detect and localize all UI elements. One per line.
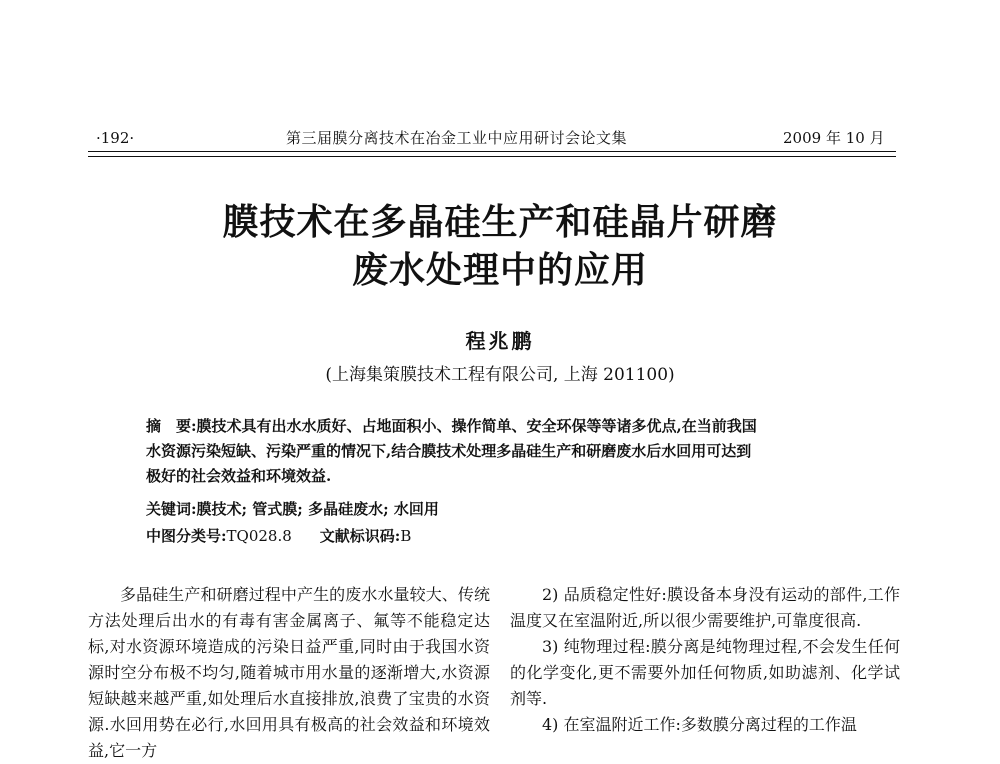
journal-title: 第三届膜分离技术在冶金工业中应用研讨会论文集 — [286, 129, 628, 147]
author-affiliation: (上海集策膜技术工程有限公司, 上海 201100) — [325, 365, 675, 385]
author-name: 程兆鹏 — [465, 329, 535, 353]
keywords-label: 关键词: — [146, 500, 197, 518]
abstract-text-1: 膜技术具有出水水质好、占地面积小、操作简单、安全环保等等诸多优点,在当前我国 — [196, 417, 757, 435]
keywords — [146, 497, 439, 522]
doc-code-label: 文献标识码: — [319, 527, 401, 545]
classification — [146, 524, 411, 549]
abstract-label: 摘 要: — [146, 417, 197, 435]
body-paragraph: 多晶硅生产和研磨过程中产生的废水水量较大、传统方法处理后出水的有毒有害金属离子、氟等不能稳定达标,对水资源环境造成的污染日益严重,同时由于我国水资源时空分布极不均匀,随着城市用水量的逐渐增大,水资源短缺越来越严重,如处理后水直接排放,浪费了宝贵的水资源.水回用势在必行,水回用具有极高的社会效益和环境效益,它一方 — [88, 585, 490, 760]
body-column-left — [88, 582, 490, 764]
article-title-line-2: 废水处理中的应用 — [351, 249, 648, 291]
header-rule-thick — [88, 151, 896, 152]
clc-label: 中图分类号: — [146, 527, 227, 545]
body-paragraph-quality: 2) 品质稳定性好:膜设备本身没有运动的部件,工作温度又在室温附近,所以很少需要维护,可靠度很高. — [510, 585, 900, 630]
abstract — [146, 414, 860, 489]
header-rule-thin — [88, 156, 896, 157]
abstract-line-1 — [146, 414, 860, 439]
body-paragraph-physical: 3) 纯物理过程:膜分离是纯物理过程,不会发生任何的化学变化,更不需要外加任何物质,如助滤剂、化学试剂等. — [510, 637, 900, 708]
body-paragraph-temperature: 4) 在室温附近工作:多数膜分离过程的工作温 — [542, 715, 857, 734]
issue-date: 2009 年 10 月 — [783, 129, 885, 147]
article-title-line-1: 膜技术在多晶硅生产和硅晶片研磨 — [222, 201, 778, 243]
clc-value: TQ028.8 — [226, 527, 292, 545]
body-column-right — [510, 582, 900, 738]
abstract-line-2: 水资源污染短缺、污染严重的情况下,结合膜技术处理多晶硅生产和研磨废水后水回用可达到 — [146, 442, 752, 460]
doc-code-value: B — [400, 527, 412, 545]
abstract-line-3: 极好的社会效益和环境效益. — [146, 467, 332, 485]
keywords-value: 膜技术; 管式膜; 多晶硅废水; 水回用 — [196, 500, 439, 518]
page-number: ·192· — [96, 129, 135, 147]
